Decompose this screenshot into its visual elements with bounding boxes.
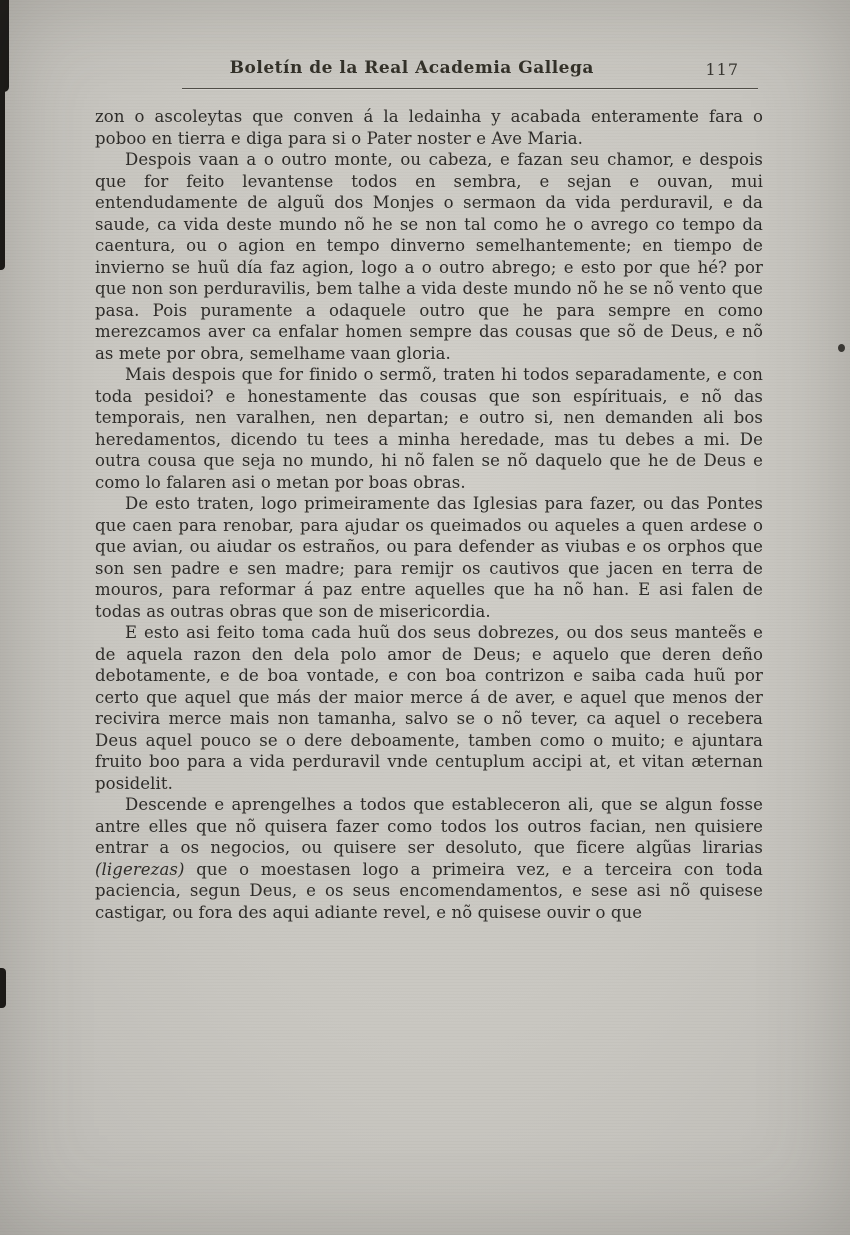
binding-mark xyxy=(0,0,9,92)
paragraph: Despois vaan a o outro monte, ou cabeza, e fazan seu chamor, e despois que for feito levantense todos en sembra, e sejan e ouvan, mui entendudamente de alguũ dos Monjes o sermaon da vida perduravil, e da saude, ca vida deste mundo nõ he se non tal como he o avrego co tempo da caentura, ou o agion en tempo dinverno semelhantemente; en tiempo de invierno se huũ día faz agion, logo a o outro abrego; e esto por que hé? por que non son perduravilis, bem talhe a vida deste mundo nõ he se nõ vento que pasa. Pois puramente a odaquele outro que he para sempre en como merezcamos aver ca enfalar homen sempre das cousas que sõ de Deus, e nõ as mete por obra, semelhame vaan gloria. xyxy=(95,150,763,363)
binding-mark xyxy=(0,968,6,1008)
page-number: 117 xyxy=(705,60,739,79)
paragraph-text: que o moestasen logo a primeira vez, e a terceira con toda paciencia, segun Deus, e os seus encomendamentos, e sese asi nõ quisese castigar, ou fora des aqui adiante revel, e nõ quisese ouvir o que xyxy=(95,859,763,922)
binding-mark xyxy=(0,88,5,270)
scan-speck xyxy=(838,344,845,352)
header-rule xyxy=(182,88,758,89)
paragraph: Mais despois que for finido o sermõ, traten hi todos separadamente, e con toda pesidoi? e honestamente das cousas que son espírituais, e nõ das temporais, nen varalhen, nen departan; e outro si, nen demanden ali bos heredamentos, dicendo tu tees a minha heredade, mas tu debes a mi. De outra cousa que seja no mundo, hi nõ falen se nõ daquelo que he de Deus e como lo falaren asi o metan por boas obras. xyxy=(95,365,763,492)
paragraph-text-italic: (ligerezas) xyxy=(95,859,185,879)
page-header xyxy=(95,58,765,84)
paragraph-text: Descende e aprengelhes a todos que estableceron ali, que se algun fosse antre elles que nõ quisera fazer como todos los outros facian, nen quisiere entrar a os negocios, ou quisere ser desoluto, que ficere algũas lirarias xyxy=(95,795,763,857)
paragraph: zon o ascoleytas que conven á la ledainha y acabada enteramente fara o poboo en tierra e diga para si o Pater noster e Ave Maria. xyxy=(95,107,763,148)
paragraph: E esto asi feito toma cada huũ dos seus dobrezes, ou dos seus manteẽs e de aquela razon den dela polo amor de Deus; e aquelo que deren deño debotamente, e de boa vontade, e con boa contrizon e saiba cada huũ por certo que aquel que más der maior merce á de aver, e aquel que menos der recivira merce mais non tamanha, salvo se o nõ tever, ca aquel o recebera Deus aquel pouco se o dere deboamente, tamben como o muito; e ajuntara fruito boo para a vida perduravil vnde centuplum accipi at, et vitan æternan posidelit. xyxy=(95,623,763,793)
page-body xyxy=(95,106,763,923)
paragraph: De esto traten, logo primeiramente das Iglesias para fazer, ou das Pontes que caen para renobar, para ajudar os queimados ou aqueles a quen ardese o que avian, ou aiudar os estraños, ou para defender as viubas e os orphos que son sen padre e sen madre; para remijr os cautivos que jacen en terra de mouros, para reformar á paz entre aquelles que ha nõ han. E asi falen de todas as outras obras que son de misericordia. xyxy=(95,494,763,621)
journal-title: Boletín de la Real Academia Gallega xyxy=(229,58,594,78)
paragraph xyxy=(95,794,763,923)
